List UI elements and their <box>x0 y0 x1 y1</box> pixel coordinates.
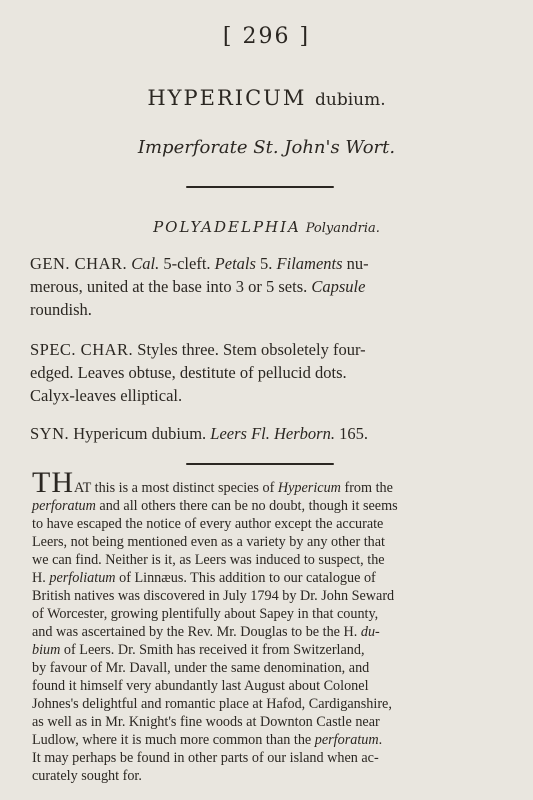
divider-rule-bottom <box>186 463 334 465</box>
generic-character: GEN. CHAR. Cal. 5-cleft. Petals 5. Filaments nu- merous, united at the base into 3 or 5 sets. Capsule roundish. <box>30 254 369 319</box>
page-title <box>0 86 533 110</box>
classification-class: POLYADELPHIA <box>153 218 301 236</box>
syn-label: SYN. <box>30 424 70 443</box>
page-subtitle: Imperforate St. John's Wort. <box>137 137 396 158</box>
page-number: [ 296 ] <box>222 24 311 49</box>
title-genus: HYPERICUM <box>147 86 307 110</box>
drop-cap: TH <box>32 466 74 499</box>
title-species: dubium. <box>315 90 386 110</box>
gen-char-label: GEN. CHAR. <box>30 254 128 273</box>
specific-character: SPEC. CHAR. Styles three. Stem obsoletely four- edged. Leaves obtuse, destitute of pellucid dots. Calyx-leaves elliptical. <box>30 340 366 405</box>
synonymy: SYN. Hypericum dubium. Leers Fl. Herborn. 165. <box>30 424 368 443</box>
description-text: THAT this is a most distinct species of Hypericum from the perforatum and all others there can be no doubt, though it seems to have escaped the notice of every author except the accurate Leers, not being mentioned even as a variety by any other that we can find. Neither is it, as Leers was induced to suspect, the H. perfoliatum of Linnæus. This addition to our catalogue of British natives was discovered in July 1794 by Dr. John Seward of Worcester, growing plentifully about Sapey in that county, and was ascertained by the Rev. Mr. Douglas to be the H. du- bium of Leers. Dr. Smith has received it from Switzerland, by favour of Mr. Davall, under the same denomination, and found it himself very abundantly last August about Colonel Johnes's delightful and romantic place at Hafod, Cardiganshire, as well as in Mr. Knight's fine woods at Downton Castle near Ludlow, where it is much more common than the perforatum. It may perhaps be found in other parts of our island when ac- curately sought for. <box>32 466 398 784</box>
divider-rule-top <box>186 186 334 188</box>
classification-order: Polyandria. <box>305 221 380 236</box>
classification-line <box>0 218 533 236</box>
spec-char-label: SPEC. CHAR. <box>30 340 134 359</box>
